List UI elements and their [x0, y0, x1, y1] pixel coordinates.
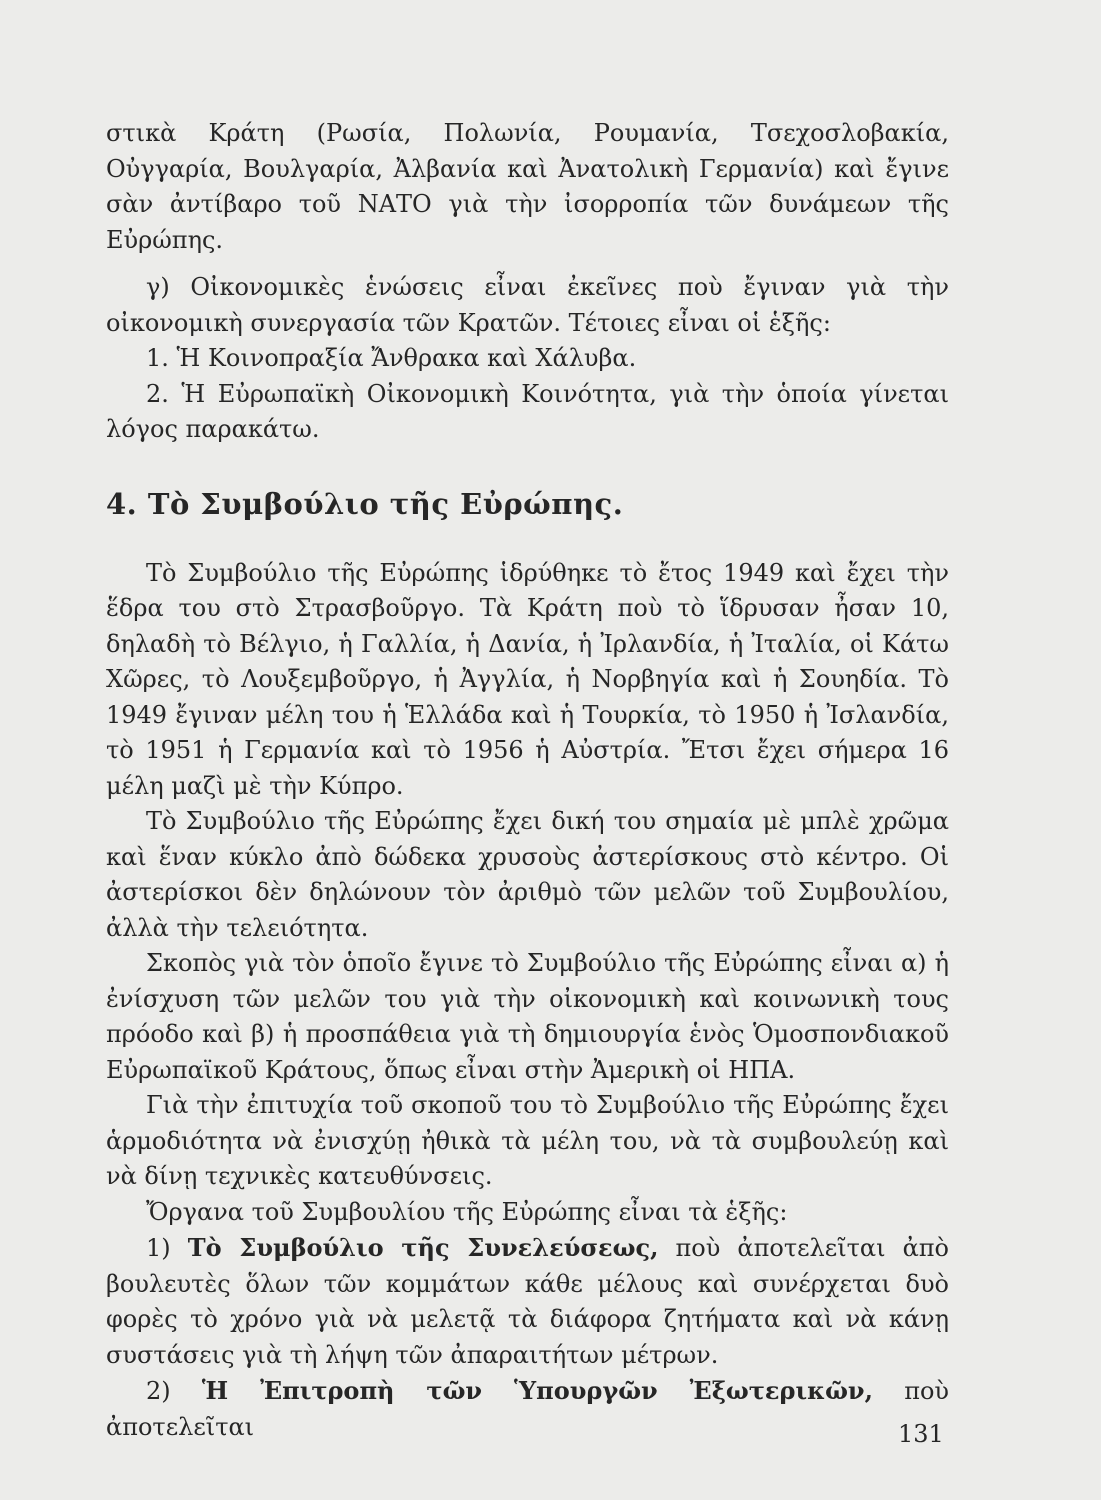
paragraph-flag: Τὸ Συμβούλιο τῆς Εὐρώπης ἔχει δική του σημαία μὲ μπλὲ χρῶμα καὶ ἕναν κύκλο ἀπὸ δώδεκα χρυσοὺς ἀστερίσκους στὸ κέντρο. Οἱ ἀστερίσκοι δὲν δηλώνουν τὸν ἀριθμὸ τῶν μελῶν τοῦ Συμβουλίου, ἀλλὰ τὴν τελειότητα. — [106, 807, 949, 942]
list-item-coal-steel: 1. Ἡ Κοινοπραξία Ἄνθρακα καὶ Χάλυβα. — [146, 344, 637, 372]
organ-number: 1) — [146, 1234, 171, 1262]
paragraph-competence: Γιὰ τὴν ἐπιτυχία τοῦ σκοποῦ του τὸ Συμβούλιο τῆς Εὐρώπης ἔχει ἁρμοδιότητα νὰ ἐνισχύῃ ἠθικὰ τὰ μέλη του, νὰ τὰ συμβουλεύῃ καὶ νὰ δίνῃ τεχνικὲς κατευθύνσεις. — [106, 1091, 949, 1190]
paragraph-founding: Τὸ Συμβούλιο τῆς Εὐρώπης ἱδρύθηκε τὸ ἔτος 1949 καὶ ἔχει τὴν ἕδρα του στὸ Στρασβοῦργο. Τὰ Κράτη ποὺ τὸ ἵδρυσαν ἦσαν 10, δηλαδὴ τὸ Βέλγιο, ἡ Γαλλία, ἡ Δανία, ἡ Ἰρλανδία, ἡ Ἰταλία, οἱ Κάτω Χῶρες, τὸ Λουξεμβοῦργο, ἡ Ἀγγλία, ἡ Νορβηγία καὶ ἡ Σουηδία. Τὸ 1949 ἔγιναν μέλη του ἡ Ἑλλάδα καὶ ἡ Τουρκία, τὸ 1950 ἡ Ἰσλανδία, τὸ 1951 ἡ Γερμανία καὶ τὸ 1956 ἡ Αὐστρία. Ἔτσι ἔχει σήμερα 16 μέλη μαζὶ μὲ τὴν Κύπρο. — [106, 558, 949, 800]
section-heading: 4. Τὸ Συμβούλιο τῆς Εὐρώπης. — [106, 486, 624, 521]
organ-description: ποὺ ἀποτελεῖται — [106, 1377, 949, 1441]
organ-title: Τὸ Συμβούλιο τῆς Συνελεύσεως, — [187, 1233, 659, 1262]
page-number: 131 — [898, 1420, 944, 1448]
organ-item-ministers — [106, 1373, 949, 1445]
organ-title: Ἡ Ἐπιτροπὴ τῶν Ὑπουργῶν Ἐξωτερικῶν, — [201, 1376, 873, 1405]
page-text — [106, 116, 949, 1445]
list-item-eec: 2. Ἡ Εὐρωπαϊκὴ Οἰκονομικὴ Κοινότητα, γιὰ τὴν ὁποία γίνεται λόγος παρακάτω. — [106, 379, 949, 443]
paragraph-organs-intro: Ὄργανα τοῦ Συμβουλίου τῆς Εὐρώπης εἶναι τὰ ἑξῆς: — [146, 1197, 788, 1226]
organ-item-assembly — [106, 1230, 949, 1373]
organ-description: ποὺ ἀποτελεῖται ἀπὸ βουλευτὲς ὅλων τῶν κομμάτων κάθε μέλους καὶ συνέρχεται δυὸ φορὲς τὸ χρόνο γιὰ νὰ μελετᾷ τὰ διάφορα ζητήματα καὶ νὰ κάνῃ συστάσεις γιὰ τὴ λήψη τῶν ἀπαραιτήτων μέτρων. — [106, 1234, 949, 1369]
paragraph-eastern-bloc: στικὰ Κράτη (Ρωσία, Πολωνία, Ρουμανία, Τσεχοσλοβακία, Οὐγγαρία, Βουλγαρία, Ἀλβανία καὶ Ἀνατολικὴ Γερμανία) καὶ ἔγινε σὰν ἀντίβαρο τοῦ ΝΑΤΟ γιὰ τὴν ἰσορροπία τῶν δυνάμεων τῆς Εὐρώπης. — [106, 119, 949, 254]
organ-number: 2) — [146, 1377, 171, 1405]
paragraph-economic-unions: γ) Οἰκονομικὲς ἑνώσεις εἶναι ἐκεῖνες ποὺ ἔγιναν γιὰ τὴν οἰκονομικὴ συνεργασία τῶν Κρατῶν. Τέτοιες εἶναι οἱ ἑξῆς: — [106, 273, 949, 337]
paragraph-purpose: Σκοπὸς γιὰ τὸν ὁποῖο ἔγινε τὸ Συμβούλιο τῆς Εὐρώπης εἶναι α) ἡ ἐνίσχυση τῶν μελῶν του γιὰ τὴν οἰκονομικὴ καὶ κοινωνικὴ τους πρόοδο καὶ β) ἡ προσπάθεια γιὰ τὴ δημιουργία ἑνὸς Ὁμοσπονδιακοῦ Εὐρωπαϊκοῦ Κράτους, ὅπως εἶναι στὴν Ἀμερικὴ οἱ ΗΠΑ. — [106, 949, 949, 1084]
